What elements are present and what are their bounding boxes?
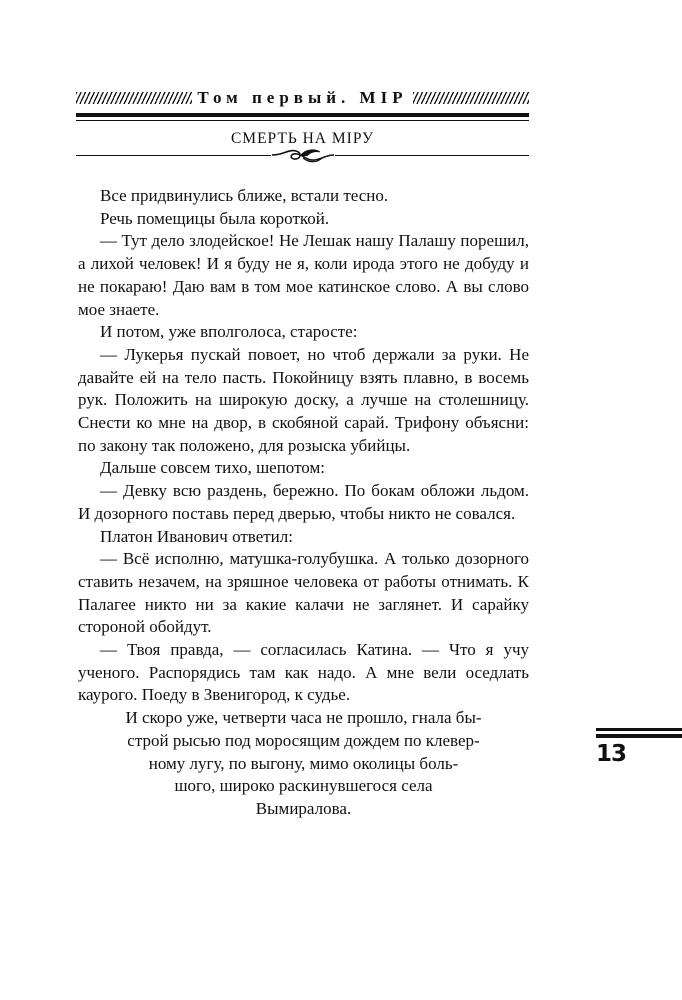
- paragraph: — Девку всю раздень, бережно. По бокам обложи льдом. И дозорного поставь перед дверью, чтобы никто не совался.: [78, 481, 529, 523]
- flourish-ornament-icon: [270, 146, 336, 166]
- chapter-rule-right: [335, 155, 529, 156]
- closing-line: И скоро уже, четверти часа не прошло, гнала бы-: [125, 708, 482, 728]
- body-text: [78, 185, 529, 821]
- header-rule-thick: [76, 113, 529, 117]
- volume-title: Том первый. МIР: [197, 88, 408, 107]
- running-header: [76, 89, 529, 109]
- paragraph: — Тут дело злодейское! Не Лешак нашу Палашу порешил, а лихой человек! И я буду не я, коли ирода этого не добуду и не покараю! Даю вам в том мое катинское слово. А вы слово мое знаете.: [78, 231, 529, 319]
- chapter-title: СМЕРТЬ НА МIРУ: [230, 130, 375, 147]
- closing-line: шого, широко раскинувшегося села: [174, 776, 433, 796]
- chapter-rule-left: [76, 155, 271, 156]
- page-tab-rule-thin: [596, 728, 682, 731]
- closing-line: строй рысью под моросящим дождем по клевер-: [127, 730, 480, 750]
- paragraph: Дальше совсем тихо, шепотом:: [100, 458, 325, 478]
- header-hatch-left: [76, 92, 192, 104]
- closing-line: Вымиралова.: [255, 798, 352, 818]
- paragraph: — Всё исполню, матушка-голубушка. А только дозорного ставить незачем, на зряшное человека от работы отнимать. К Палагее никто ни за какие калачи не заглянет. И сарайку стороной обойдут.: [78, 549, 529, 637]
- paragraph: — Лукерья пускай повоет, но чтоб держали за руки. Не давайте ей на тело пасть. Покойницу взять плавно, в восемь рук. Положить на широкую доску, а лучше на столешницу. Снести ко мне на двор, в скобяной сарай. Трифону объясни: по закону так положено, для розыска убийцы.: [78, 344, 529, 455]
- header-rule-thin: [76, 120, 529, 121]
- paragraph: Все придвинулись ближе, встали тесно.: [100, 186, 389, 205]
- paragraph: Речь помещицы была короткой.: [100, 208, 330, 228]
- page-tab-rule-thick: [596, 734, 682, 738]
- paragraph: И потом, уже вполголоса, старосте:: [100, 322, 358, 342]
- closing-line: ному лугу, по выгону, мимо околицы боль-: [148, 753, 459, 773]
- header-hatch-right: [413, 92, 529, 104]
- paragraph: Платон Иванович ответил:: [100, 526, 293, 546]
- paragraph: — Твоя правда, — согласилась Катина. — Что я учу ученого. Распорядись там как надо. А мне вели оседлать каурого. Поеду в Звенигород, к судье.: [78, 640, 529, 705]
- page-number: 13: [596, 741, 627, 767]
